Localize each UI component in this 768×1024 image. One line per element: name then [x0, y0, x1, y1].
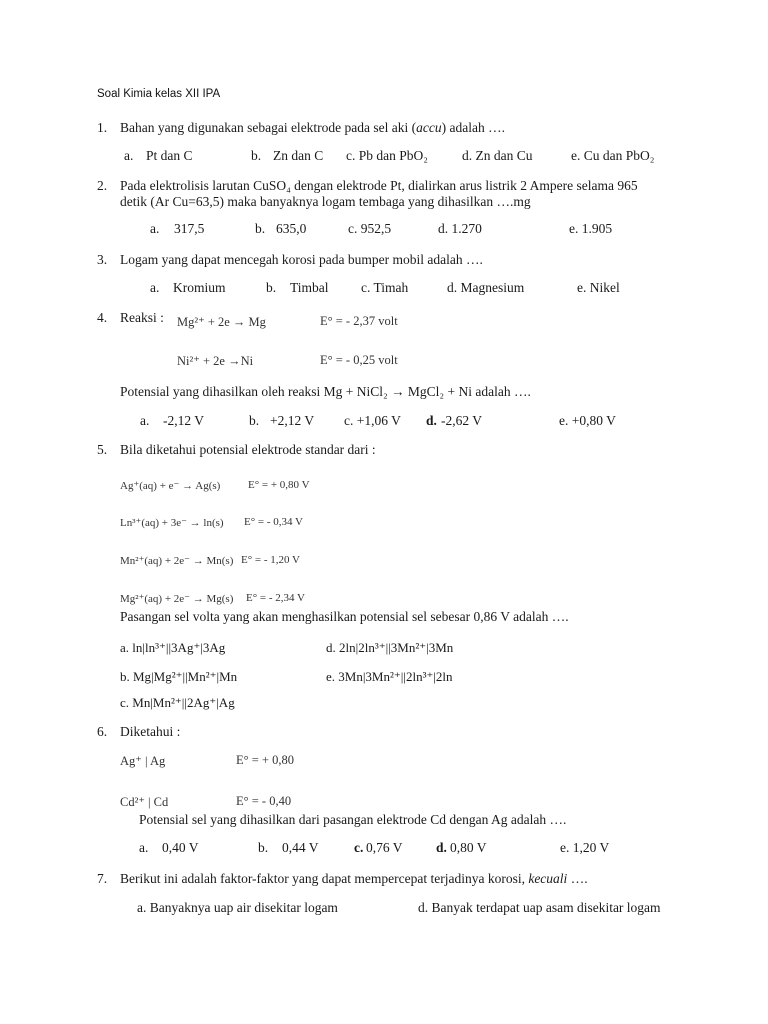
- q3-option-b: Timbal: [290, 280, 329, 295]
- q5-eq4-potential: E° = - 2,34 V: [246, 592, 305, 604]
- q3-option-b-letter: b.: [266, 280, 277, 295]
- q4-option-a: -2,12 V: [163, 413, 205, 428]
- q4-option-e: e. +0,80 V: [559, 413, 616, 428]
- q2-option-d: d. 1.270: [438, 221, 482, 236]
- q5-option-a: a. ln|ln³⁺||3Ag⁺|3Ag: [120, 640, 226, 655]
- q4-option-d: -2,62 V: [441, 413, 483, 428]
- q6-option-d-letter: d.: [436, 840, 447, 855]
- q5-option-d: d. 2ln|2ln³⁺||3Mn²⁺|3Mn: [326, 640, 454, 655]
- q3-option-d: d. Magnesium: [447, 280, 525, 295]
- q2-option-a-letter: a.: [150, 221, 160, 236]
- q4-text: Potensial yang dihasilkan oleh reaksi Mg + NiCl₂ → MgCl₂ + Ni adalah ….: [120, 384, 531, 399]
- q1-option-d: d. Zn dan Cu: [462, 148, 533, 163]
- q2-text-line1: Pada elektrolisis larutan CuSO₄ dengan elektrode Pt, dialirkan arus listrik 2 Ampere selama 965: [120, 178, 638, 193]
- q6-label: Diketahui :: [120, 724, 181, 739]
- q2-text-line2: detik (Ar Cu=63,5) maka banyaknya logam tembaga yang dihasilkan ….mg: [120, 194, 531, 209]
- q2-option-b-letter: b.: [255, 221, 266, 236]
- q4-potential-1: E° = - 2,37 volt: [320, 314, 398, 328]
- q5-eq3-reaction: Mn²⁺(aq) + 2e⁻ → Mn(s): [120, 555, 234, 567]
- q2-number: 2.: [97, 178, 108, 193]
- q3-number: 3.: [97, 252, 108, 267]
- q3-option-a: Kromium: [173, 280, 226, 295]
- q6-option-d: 0,80 V: [450, 840, 487, 855]
- q5-eq1-potential: E° = + 0,80 V: [248, 479, 310, 491]
- q5-option-b: b. Mg|Mg²⁺||Mn²⁺|Mn: [120, 669, 238, 684]
- q1-option-b: Zn dan C: [273, 148, 324, 163]
- q6-reaction-1: Ag⁺ | Ag: [120, 754, 166, 768]
- q4-option-d-letter: d.: [426, 413, 437, 428]
- q4-option-c: c. +1,06 V: [344, 413, 401, 428]
- q6-option-a: 0,40 V: [162, 840, 199, 855]
- q6-reaction-2: Cd²⁺ | Cd: [120, 795, 169, 809]
- q2-option-b: 635,0: [276, 221, 307, 236]
- q5-question: Pasangan sel volta yang akan menghasilkan potensial sel sebesar 0,86 V adalah ….: [120, 609, 569, 624]
- q6-potential-2: E° = - 0,40: [236, 794, 292, 808]
- q5-eq2-reaction: Ln³⁺(aq) + 3e⁻ → ln(s): [120, 517, 224, 529]
- q5-text: Bila diketahui potensial elektrode standar dari :: [120, 442, 376, 457]
- q5-eq2-potential: E° = - 0,34 V: [244, 516, 303, 528]
- q6-potential-1: E° = + 0,80: [236, 753, 294, 767]
- q4-potential-2: E° = - 0,25 volt: [320, 353, 398, 367]
- q6-option-c-letter: c.: [354, 840, 364, 855]
- q1-option-b-letter: b.: [251, 148, 262, 163]
- q1-option-c: c. Pb dan PbO₂: [346, 148, 428, 163]
- q6-option-c: 0,76 V: [366, 840, 403, 855]
- q5-eq1-reaction: Ag⁺(aq) + e⁻ → Ag(s): [120, 480, 221, 492]
- q4-option-b: +2,12 V: [270, 413, 315, 428]
- q2-option-e: e. 1.905: [569, 221, 613, 236]
- q5-eq3-potential: E° = - 1,20 V: [241, 554, 300, 566]
- q6-text: Potensial sel yang dihasilkan dari pasangan elektrode Cd dengan Ag adalah ….: [139, 812, 567, 827]
- q7-text-b: ….: [567, 871, 588, 886]
- q4-option-b-letter: b.: [249, 413, 260, 428]
- q6-option-e: e. 1,20 V: [560, 840, 610, 855]
- q1-text-a: Bahan yang digunakan sebagai elektrode pada sel aki (: [120, 120, 417, 135]
- q5-option-c: c. Mn|Mn²⁺||2Ag⁺|Ag: [120, 695, 235, 710]
- q2-option-a: 317,5: [174, 221, 205, 236]
- q1-number: 1.: [97, 120, 108, 135]
- q3-text: Logam yang dapat mencegah korosi pada bumper mobil adalah ….: [120, 252, 483, 267]
- q2-option-c: c. 952,5: [348, 221, 392, 236]
- q6-option-a-letter: a.: [139, 840, 149, 855]
- q4-label: Reaksi :: [120, 310, 164, 325]
- q7-text-italic: kecuali: [528, 871, 568, 886]
- q7-text-a: Berikut ini adalah faktor-faktor yang dapat mempercepat terjadinya korosi,: [120, 871, 529, 886]
- q7-option-d: d. Banyak terdapat uap asam disekitar logam: [418, 900, 661, 915]
- q1-option-a: Pt dan C: [146, 148, 193, 163]
- q3-option-e: e. Nikel: [577, 280, 620, 295]
- q1-text: [120, 120, 505, 136]
- q6-option-b: 0,44 V: [282, 840, 319, 855]
- q4-option-a-letter: a.: [140, 413, 150, 428]
- q6-option-b-letter: b.: [258, 840, 269, 855]
- q4-number: 4.: [97, 310, 108, 325]
- q7-text: [120, 871, 588, 887]
- q5-number: 5.: [97, 442, 108, 457]
- q1-text-italic: accu: [416, 120, 442, 135]
- q5-option-e: e. 3Mn|3Mn²⁺||2ln³⁺|2ln: [326, 669, 453, 684]
- page-title: Soal Kimia kelas XII IPA: [97, 88, 221, 100]
- q1-option-e: e. Cu dan PbO₂: [571, 148, 655, 163]
- q4-reaction-1: Mg²⁺ + 2e → Mg: [177, 315, 266, 329]
- q7-number: 7.: [97, 871, 108, 886]
- q3-option-c: c. Timah: [361, 280, 409, 295]
- q6-number: 6.: [97, 724, 108, 739]
- q3-option-a-letter: a.: [150, 280, 160, 295]
- q1-text-b: ) adalah ….: [441, 120, 505, 135]
- q4-reaction-2: Ni²⁺ + 2e →Ni: [177, 354, 254, 368]
- q1-option-a-letter: a.: [124, 148, 134, 163]
- q5-eq4-reaction: Mg²⁺(aq) + 2e⁻ → Mg(s): [120, 593, 234, 605]
- q7-option-a: a. Banyaknya uap air disekitar logam: [137, 900, 338, 915]
